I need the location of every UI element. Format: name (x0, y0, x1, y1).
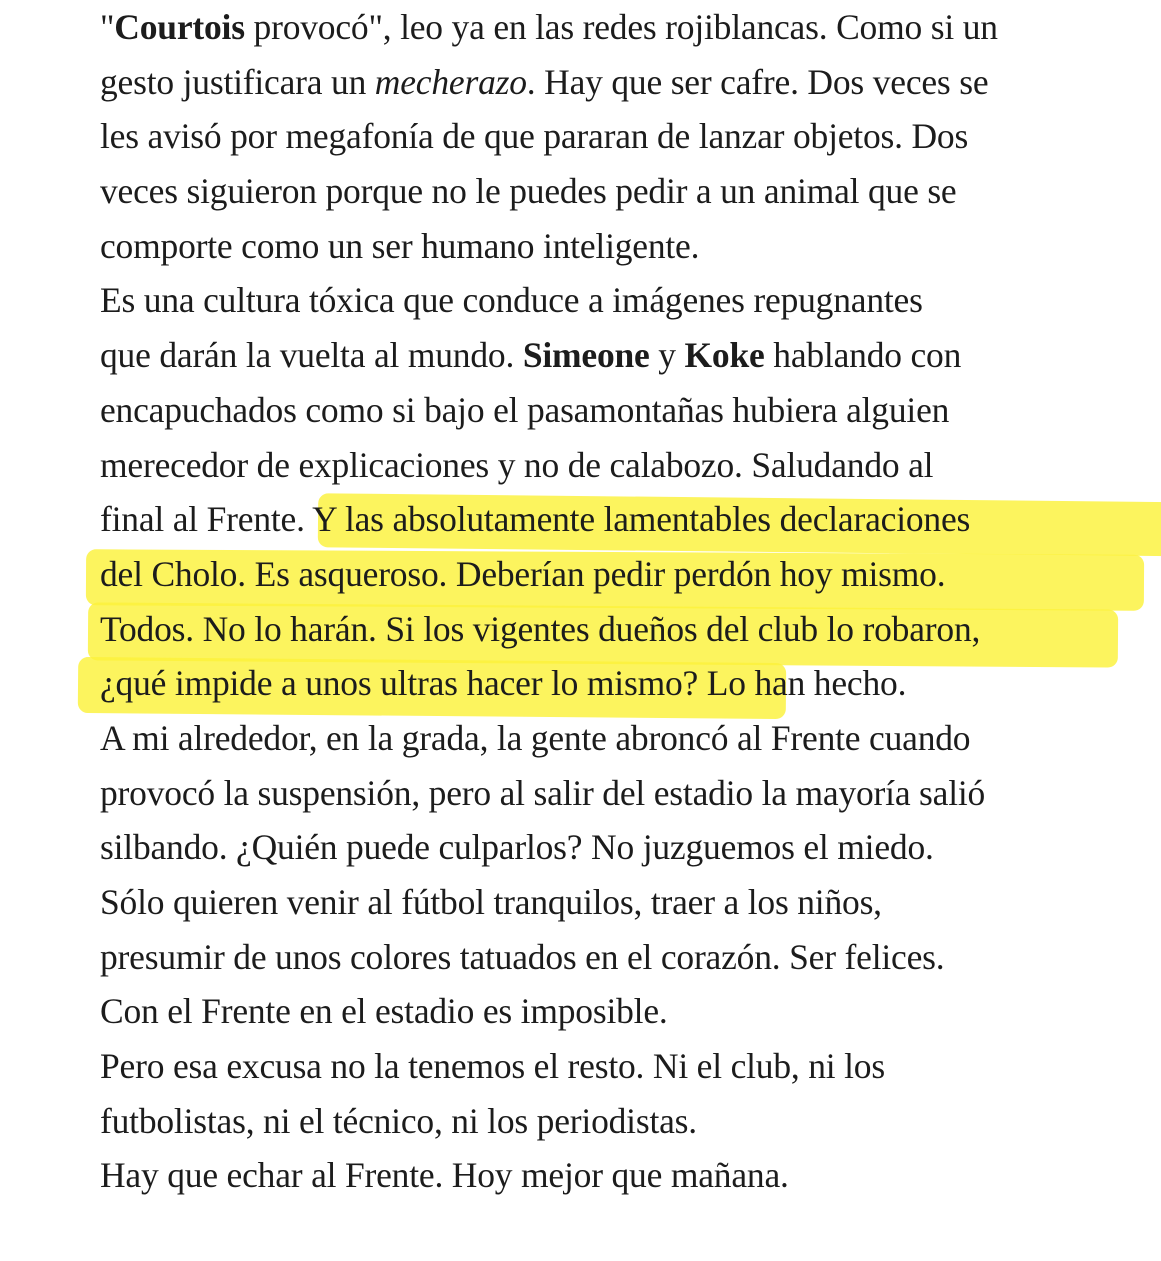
text-segment: hablando con (764, 335, 962, 376)
text-line (100, 55, 1150, 110)
text-segment: provocó", leo ya en las redes rojiblancas. Como si un (244, 7, 998, 47)
text-line (100, 820, 1150, 875)
text-segment: del Cholo. Es asqueroso. Deberían pedir perdón hoy mismo. (100, 553, 946, 594)
bold-name: Simeone (522, 335, 650, 376)
text-line (100, 164, 1150, 219)
italic-term: mecherazo (374, 61, 527, 102)
text-segment: provocó la suspensión, pero al salir del estadio la mayoría salió (100, 772, 986, 813)
text-segment: Sólo quieren venir al fútbol tranquilos, traer a los niños, (100, 882, 882, 922)
text-segment: ¿qué impide a unos ultras hacer lo mismo? Lo han hecho. (100, 663, 907, 704)
text-segment: comporte como un ser humano inteligente. (100, 225, 700, 266)
text-line (100, 1039, 1150, 1094)
text-segment: y (649, 335, 685, 376)
article-body (100, 0, 1150, 1203)
text-line (100, 656, 1150, 711)
text-line (100, 109, 1150, 164)
text-line (100, 438, 1150, 493)
text-line (100, 602, 1150, 657)
text-segment: encapuchados como si bajo el pasamontañas hubiera alguien (100, 389, 950, 430)
text-segment: Con el Frente en el estadio es imposible. (100, 991, 668, 1032)
text-segment: merecedor de explicaciones y no de calabozo. Saludando al (100, 444, 934, 485)
text-segment: presumir de unos colores tatuados en el corazón. Ser felices. (100, 936, 945, 977)
bold-name: Koke (684, 335, 765, 376)
text-line (100, 1094, 1150, 1149)
text-line (100, 383, 1150, 438)
text-segment: Hay que echar al Frente. Hoy mejor que mañana. (100, 1155, 789, 1196)
text-line (100, 219, 1150, 274)
text-segment: final al Frente. Y las absolutamente lamentables declaraciones (100, 499, 971, 540)
bold-name: Courtois (114, 7, 245, 47)
text-line (100, 328, 1150, 383)
text-segment: silbando. ¿Quién puede culparlos? No juzguemos el miedo. (100, 827, 934, 868)
text-line (100, 273, 1150, 328)
text-line (100, 930, 1150, 985)
text-segment: A mi alrededor, en la grada, la gente abroncó al Frente cuando (100, 717, 971, 758)
text-line (100, 492, 1150, 547)
text-line (100, 0, 1150, 55)
text-segment: que darán la vuelta al mundo. (100, 335, 523, 376)
text-line (100, 711, 1150, 766)
text-line (100, 984, 1150, 1039)
text-line (100, 766, 1150, 821)
text-segment: Todos. No lo harán. Si los vigentes dueños del club lo robaron, (100, 608, 981, 649)
text-line (100, 875, 1150, 930)
text-segment: gesto justificara un (100, 61, 375, 102)
text-segment: " (100, 7, 115, 47)
text-segment: . Hay que ser cafre. Dos veces se (526, 61, 989, 102)
text-segment: Pero esa excusa no la tenemos el resto. Ni el club, ni los (100, 1046, 885, 1087)
text-line (100, 1148, 1150, 1203)
text-segment: veces siguieron porque no le puedes pedir a un animal que se (100, 171, 957, 212)
text-segment: futbolistas, ni el técnico, ni los periodistas. (100, 1100, 697, 1141)
text-line (100, 547, 1150, 602)
text-segment: les avisó por megafonía de que pararan de lanzar objetos. Dos (100, 116, 969, 157)
text-segment: Es una cultura tóxica que conduce a imágenes repugnantes (100, 280, 923, 321)
